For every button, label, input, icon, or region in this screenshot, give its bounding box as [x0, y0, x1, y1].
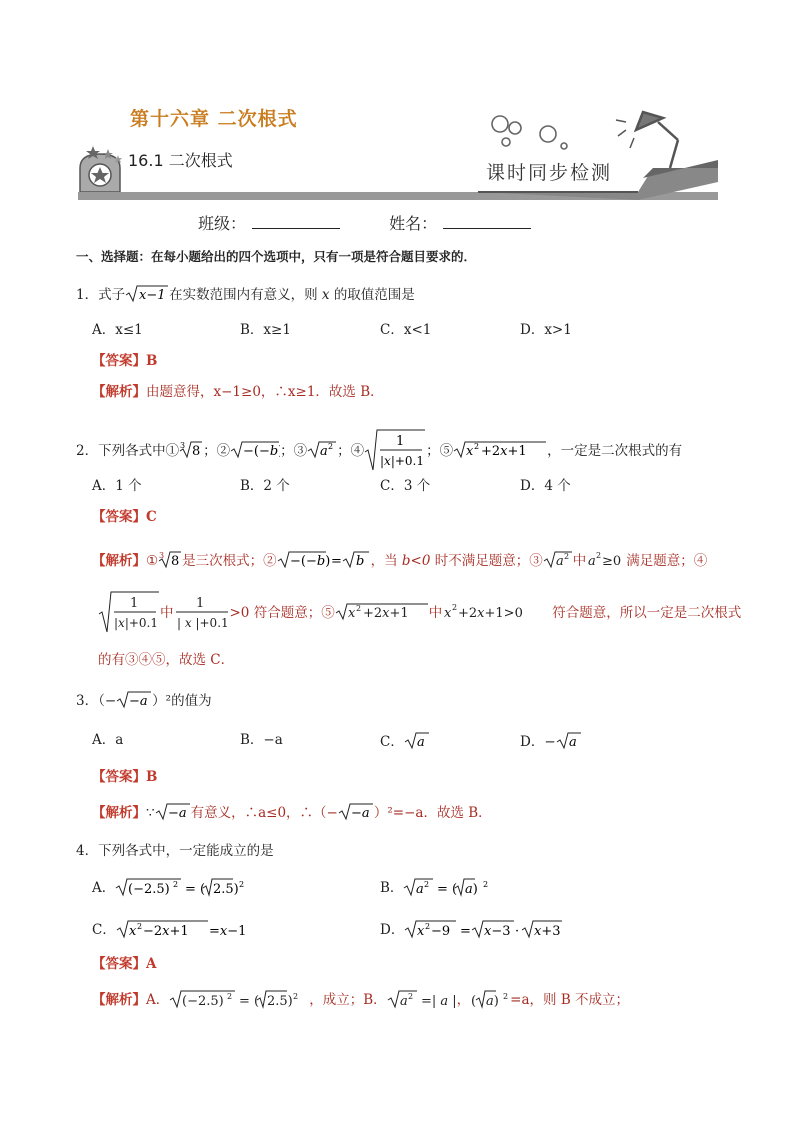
- sqrt-neg-neg-b: [230, 440, 280, 460]
- sqrt-x-minus-1: [125, 284, 169, 304]
- formula-b: [403, 876, 493, 898]
- svg-text:2: 2: [474, 442, 480, 451]
- q4-option-d[interactable]: [380, 918, 564, 940]
- svg-text:a: a: [568, 735, 577, 750]
- svg-text:+2x+1: +2x+1: [362, 606, 409, 621]
- svg-text:−9: −9: [431, 924, 451, 939]
- q2-sep-5: ；⑤: [426, 443, 454, 459]
- svg-text:x: x: [128, 924, 137, 939]
- svg-text:x: x: [466, 444, 474, 459]
- q4-a2: ，成立；B．: [309, 992, 387, 1008]
- svg-text:2: 2: [227, 992, 233, 1001]
- svg-text:=x−1: =x−1: [208, 924, 246, 939]
- star-badge-icon: [80, 146, 122, 192]
- formula-a: [169, 988, 309, 1010]
- svg-text:2: 2: [173, 880, 179, 889]
- svg-text:a: a: [555, 554, 564, 569]
- sqrt-a-squared-paren: [470, 988, 510, 1010]
- svg-text:(: (: [471, 994, 477, 1009]
- q3-a2: 有意义，∴a≤0，∴（−: [190, 805, 338, 821]
- q1-var: x: [321, 287, 330, 303]
- svg-text:2: 2: [483, 880, 489, 889]
- svg-text:3: 3: [180, 441, 186, 450]
- q2-sep-3: ；③: [280, 443, 308, 459]
- a-squared-geq-0: [586, 550, 626, 570]
- q3-option-d[interactable]: [520, 731, 582, 751]
- sqrt-a-squared: [543, 550, 573, 570]
- question-3-stem: [76, 690, 212, 710]
- svg-text:2: 2: [452, 603, 458, 612]
- q3-number: 3．（−: [76, 693, 117, 709]
- q1-analysis: [92, 383, 384, 401]
- sqrt-1-over-abs-x-plus-01: [364, 428, 426, 472]
- q3-a1: ∵: [146, 805, 155, 821]
- svg-text:3: 3: [159, 551, 165, 560]
- q2-option-b[interactable]: B．2 个: [240, 478, 290, 494]
- svg-text:8: 8: [171, 554, 180, 569]
- q3-stem-end: ）²的值为: [152, 693, 212, 709]
- q2-stem-end: ，一定是二次根式的有: [547, 443, 683, 459]
- chapter-title: 第十六章 二次根式: [130, 108, 298, 130]
- q4-answer: [92, 955, 156, 973]
- sqrt-x2-2x-1: [335, 602, 429, 622]
- svg-text:−a: −a: [167, 806, 187, 821]
- q2-a1: ①: [146, 553, 159, 569]
- q3-option-d-label: D．−: [520, 734, 556, 750]
- answer-value: B: [146, 769, 158, 785]
- svg-text:−a: −a: [129, 694, 148, 709]
- analysis-label: 【解析】: [92, 553, 146, 569]
- q3-analysis: [92, 802, 492, 822]
- class-name-line: [198, 211, 531, 234]
- frac-1-over-abs-x-plus-01: [174, 590, 230, 634]
- svg-text:·: ·: [515, 924, 520, 939]
- sqrt-neg-a: [116, 690, 152, 710]
- svg-text:x−3: x−3: [484, 924, 511, 939]
- q1-option-d[interactable]: D．x>1: [520, 322, 572, 338]
- svg-text:=: =: [330, 554, 342, 569]
- bubbles-icon: [492, 116, 567, 149]
- svg-text:−(−b): −(−b: [243, 444, 279, 459]
- q2-a8: 中: [160, 605, 174, 621]
- svg-text:2: 2: [328, 442, 334, 451]
- svg-text:−a: −a: [350, 806, 370, 821]
- svg-text:1: 1: [130, 596, 139, 611]
- svg-text:2: 2: [563, 552, 569, 561]
- svg-text:x: x: [444, 606, 452, 621]
- answer-label: 【答案】: [92, 769, 146, 785]
- sqrt-a2-equals-abs-a: [387, 988, 457, 1010]
- svg-text:=: =: [460, 924, 472, 939]
- svg-text:2: 2: [136, 922, 142, 931]
- question-1-stem: [76, 284, 415, 304]
- svg-text:(−2.5): (−2.5): [128, 882, 170, 897]
- section-intro: 一、选择题：在每小题给出的四个选项中，只有一项是符合题目要求的．: [76, 249, 477, 264]
- answer-value: C: [146, 509, 157, 525]
- svg-text:= (: = (: [239, 994, 260, 1009]
- q4-option-b[interactable]: [380, 876, 493, 898]
- banner-title: 课时同步检测: [486, 162, 613, 184]
- x2-2x-1-gt-0: [442, 602, 552, 622]
- svg-text:x+3: x+3: [534, 924, 561, 939]
- svg-text:(−2.5): (−2.5): [182, 994, 224, 1009]
- svg-text:2: 2: [355, 604, 361, 613]
- q3-answer: [92, 768, 157, 786]
- answer-value: A: [146, 956, 157, 972]
- q2-a7: 满足题意；④: [626, 553, 708, 569]
- q2-a5: 时不满足题意；③: [434, 553, 543, 569]
- formula-a: [115, 876, 245, 898]
- sqrt-neg-a: [338, 802, 374, 822]
- q1-option-b[interactable]: B．x≥1: [240, 322, 291, 338]
- answer-value: B: [146, 353, 158, 369]
- svg-text:≥0: ≥0: [602, 554, 622, 569]
- svg-text:= (: = (: [437, 882, 458, 897]
- q2-number: 2．下列各式中①: [76, 443, 180, 459]
- svg-text:| x |+0.1: | x |+0.1: [176, 616, 229, 630]
- analysis-text: 由题意得，x−1≥0，∴x≥1．故选 B．: [146, 384, 384, 400]
- q1-answer: [92, 352, 157, 370]
- q1-option-a[interactable]: A．x≤1: [92, 322, 143, 338]
- cube-root-8: [179, 440, 203, 460]
- q1-stem-rest: 在实数范围内有意义，则: [169, 287, 318, 303]
- q2-option-a[interactable]: A．1 个: [92, 478, 142, 494]
- q2-a10: 中: [428, 605, 443, 621]
- svg-text:+2x+1>0: +2x+1>0: [458, 606, 524, 621]
- answer-label: 【答案】: [92, 956, 146, 972]
- svg-text:−2x+1: −2x+1: [142, 924, 189, 939]
- q2-option-c[interactable]: C．3 个: [380, 478, 431, 494]
- svg-text:a: a: [416, 735, 425, 750]
- svg-text:2: 2: [424, 880, 430, 889]
- q4-option-d-label: D．: [380, 922, 405, 938]
- svg-text:x: x: [417, 924, 425, 939]
- q1-stem-end: 的取值范围是: [333, 287, 415, 303]
- svg-text:1: 1: [195, 596, 204, 611]
- answer-label: 【答案】: [92, 353, 146, 369]
- analysis-label: 【解析】: [92, 992, 146, 1008]
- q2-analysis-line-3: 的有③④⑤，故选 C．: [98, 652, 235, 668]
- svg-text:a: a: [416, 882, 425, 897]
- q2-sep-4: ；④: [337, 443, 365, 459]
- q1-number: 1．式子: [76, 287, 126, 303]
- q3-option-a[interactable]: A．a: [92, 732, 124, 748]
- q3-option-b[interactable]: B．−a: [240, 732, 283, 748]
- section-title: 16.1 二次根式: [128, 151, 233, 170]
- svg-text:2: 2: [407, 992, 413, 1001]
- svg-text:a): a): [465, 882, 479, 897]
- answer-label: 【答案】: [92, 509, 146, 525]
- q2-a6: 中: [572, 553, 587, 569]
- svg-text:|x|+0.1: |x|+0.1: [114, 616, 159, 630]
- question-4-stem: 4．下列各式中，一定能成立的是: [76, 843, 274, 859]
- q1-option-c[interactable]: C．x<1: [380, 322, 432, 338]
- sqrt-a: [404, 731, 430, 751]
- svg-text:x: x: [347, 606, 356, 621]
- q2-a9: >0 符合题意；⑤: [229, 605, 335, 621]
- svg-text:b: b: [355, 554, 364, 569]
- class-label: 班级：: [198, 214, 247, 233]
- q2-sep-2: ；②: [203, 443, 231, 459]
- q3-option-c-label: C．: [380, 734, 404, 750]
- q4-option-a[interactable]: [92, 876, 245, 898]
- svg-text:= (: = (: [185, 882, 206, 897]
- svg-text:−(−b): −(−b): [289, 554, 330, 569]
- q2-a3: ，当: [370, 553, 398, 569]
- svg-text:2: 2: [239, 880, 245, 889]
- q4-option-b-label: B．: [380, 880, 404, 896]
- sqrt-x2-2x-1: [453, 440, 547, 460]
- svg-text:a: a: [399, 994, 408, 1009]
- q2-analysis-line-1: [92, 550, 707, 570]
- formula-c: [116, 918, 246, 940]
- q2-answer: [92, 508, 157, 526]
- q3-option-c[interactable]: [380, 731, 430, 751]
- desk-lamp-icon: [616, 112, 678, 168]
- q4-option-c-label: C．: [92, 922, 116, 938]
- question-2-stem: [76, 428, 682, 472]
- q2-option-d[interactable]: D．4 个: [520, 478, 571, 494]
- sqrt-a: [556, 731, 582, 751]
- svg-text:a: a: [588, 554, 597, 569]
- svg-text:8: 8: [192, 444, 201, 459]
- q4-a1: A．: [146, 992, 170, 1008]
- sqrt-a-squared: [307, 440, 337, 460]
- name-blank[interactable]: [443, 214, 531, 229]
- sqrt-neg-neg-b-equals: [277, 550, 371, 570]
- q4-option-c[interactable]: [92, 918, 246, 940]
- svg-text:1: 1: [396, 434, 405, 449]
- cube-root-8: [158, 550, 182, 570]
- svg-text:2.5): 2.5): [213, 882, 239, 897]
- q1-radicand: x−1: [139, 288, 166, 303]
- q2-a11: 符合题意，所以一定是二次根式: [552, 605, 742, 621]
- analysis-label: 【解析】: [92, 805, 146, 821]
- q2-analysis-line-2: [98, 590, 741, 634]
- svg-text:a): a): [486, 994, 500, 1009]
- q4-a3: ，: [456, 992, 471, 1008]
- q2-a2: 是三次根式；②: [182, 553, 277, 569]
- analysis-label: 【解析】: [92, 384, 146, 400]
- svg-text:=| a |: =| a |: [420, 994, 457, 1009]
- q4-option-a-label: A．: [92, 880, 116, 896]
- svg-text:|x|+0.1: |x|+0.1: [380, 454, 425, 468]
- q4-analysis: [92, 988, 629, 1010]
- q3-a3: ）²=−a．故选 B．: [373, 805, 492, 821]
- class-blank[interactable]: [252, 214, 340, 229]
- svg-text:2: 2: [293, 992, 299, 1001]
- name-label: 姓名：: [389, 214, 438, 233]
- formula-d: [404, 918, 564, 940]
- svg-text:a: a: [320, 444, 328, 459]
- sqrt-1-over-abs-x-plus-01: [98, 590, 160, 634]
- svg-text:2.5): 2.5): [267, 994, 293, 1009]
- q4-a4: =a，则 B 不成立；: [510, 992, 630, 1008]
- svg-text:+2x+1: +2x+1: [481, 444, 527, 459]
- svg-text:2: 2: [596, 551, 602, 560]
- sqrt-neg-a: [155, 802, 191, 822]
- q2-a4: b<0: [401, 553, 431, 569]
- svg-text:2: 2: [503, 992, 509, 1001]
- svg-text:2: 2: [425, 922, 431, 931]
